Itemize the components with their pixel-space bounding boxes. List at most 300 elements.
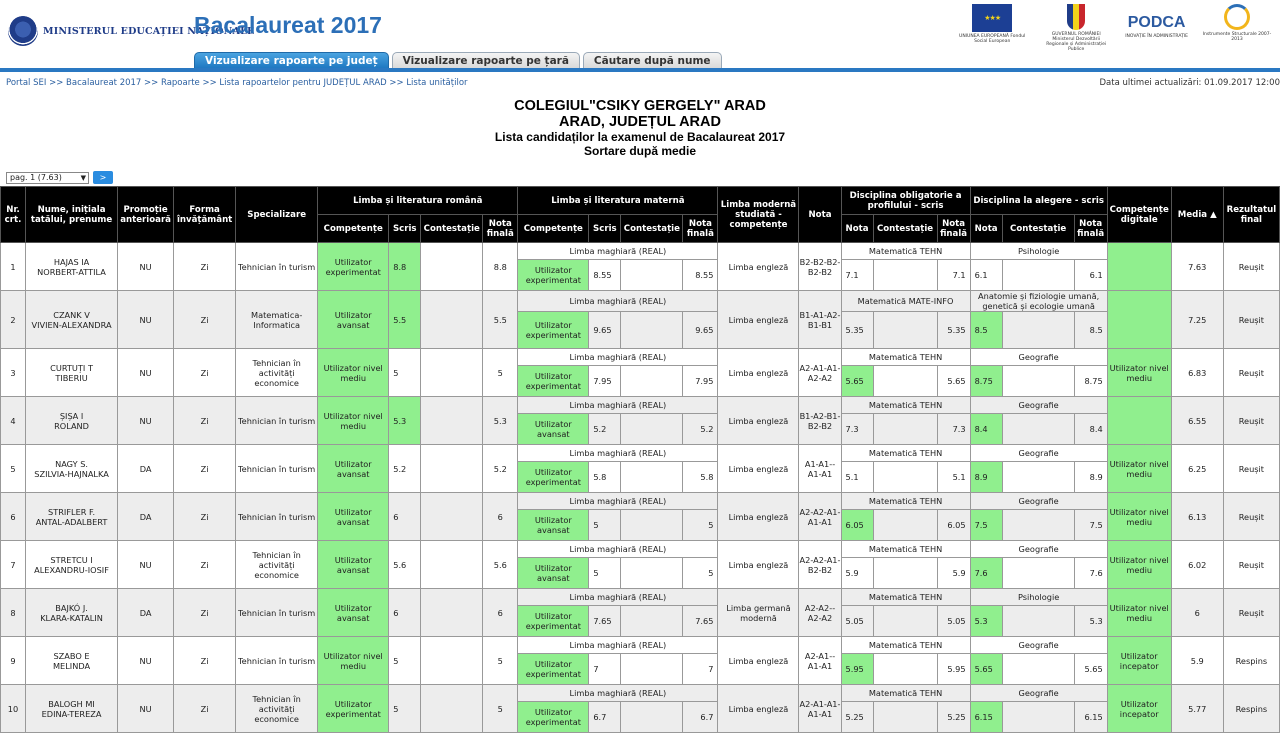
cell-name-line2: SZILVIA-HAJNALKA [34, 468, 109, 479]
struct-caption: Instrumente Structurale 2007-2013 [1202, 32, 1272, 42]
cell-promotie: NU [118, 637, 174, 685]
cell-lm-competente: Utilizator experimentat [518, 366, 589, 397]
cell-forma: Zi [174, 637, 236, 685]
cell-specializare: Tehnician în activități economice [236, 541, 318, 589]
cell-limba-moderna: Limba engleză [718, 637, 799, 685]
cell-dop-subject: Matematică TEHN [841, 637, 970, 654]
breadcrumb[interactable]: Portal SEI >> Bacalaureat 2017 >> Rapoarte >> Lista rapoartelor pentru JUDEȚUL ARAD >> Lista unităților [6, 78, 468, 88]
cell-lm-subject: Limba maghiară (REAL) [518, 685, 718, 702]
col-dop-nota-finala: Nota finală [937, 215, 970, 243]
col-group-obligatorie: Disciplina obligatorie a profilului - scris [841, 187, 970, 215]
table-row [1, 541, 1280, 558]
cell-dal-nota: 6.15 [970, 702, 1002, 733]
cell-lm-scris: 8.55 [589, 260, 621, 291]
cell-nota-competente: A2-A2-A1-A1-A1 [799, 493, 841, 541]
cell-dop-nota: 5.65 [841, 366, 873, 397]
cell-lm-scris: 7.65 [589, 606, 621, 637]
cell-name-line1: SZABO E [53, 650, 90, 661]
cell-lm-scris: 9.65 [589, 312, 621, 349]
cell-name-line1: BALOGH MI [48, 698, 95, 709]
cell-forma: Zi [174, 445, 236, 493]
cell-lm-competente: Utilizator avansat [518, 510, 589, 541]
cell-lm-scris: 7.95 [589, 366, 621, 397]
cell-promotie: NU [118, 397, 174, 445]
cell-dop-nota-finala: 5.9 [937, 558, 970, 589]
cell-dop-subject: Matematică TEHN [841, 541, 970, 558]
cell-nr: 6 [1, 493, 26, 541]
cell-name [26, 243, 118, 291]
cell-dal-nota-finala: 8.9 [1074, 462, 1107, 493]
cell-dop-nota: 5.9 [841, 558, 873, 589]
cell-lm-nota-finala: 7.95 [683, 366, 718, 397]
cell-lm-subject: Limba maghiară (REAL) [518, 397, 718, 414]
cell-dop-contestatie [873, 260, 937, 291]
cell-lm-nota-finala: 5.2 [683, 414, 718, 445]
cell-dop-subject: Matematică MATE-INFO [841, 291, 970, 312]
cell-rezultat: Reușit [1223, 349, 1279, 397]
cell-lr-nota-finala: 5.3 [483, 397, 518, 445]
cell-promotie: NU [118, 349, 174, 397]
table-row [1, 685, 1280, 702]
col-competente-digitale: Competențe digitale [1107, 187, 1171, 243]
cell-name-line1: HAJAS IA [53, 256, 90, 267]
col-lm-competente: Competențe [518, 215, 589, 243]
col-nota: Nota [799, 187, 841, 243]
cell-nota-competente: A2-A1--A1-A1 [799, 637, 841, 685]
cell-lr-contestatie [421, 541, 483, 589]
header-divider [0, 68, 1280, 72]
cell-lm-scris: 5.2 [589, 414, 621, 445]
cell-forma: Zi [174, 685, 236, 733]
cell-lr-contestatie [421, 493, 483, 541]
cell-name [26, 685, 118, 733]
cell-dop-nota: 5.05 [841, 606, 873, 637]
cell-dal-nota-finala: 5.3 [1074, 606, 1107, 637]
cell-forma: Zi [174, 243, 236, 291]
cell-lm-contestatie [621, 654, 683, 685]
cell-limba-moderna: Limba germană modernă [718, 589, 799, 637]
cell-rezultat: Reușit [1223, 493, 1279, 541]
cell-lm-subject: Limba maghiară (REAL) [518, 445, 718, 462]
cell-lr-scris: 5 [389, 637, 421, 685]
col-media-sort[interactable]: Media ▲ [1171, 187, 1223, 243]
cell-lm-scris: 6.7 [589, 702, 621, 733]
col-limba-moderna: Limba modernă studiată - competențe [718, 187, 799, 243]
cell-dal-subject: Anatomie și fiziologie umană, genetică și ecologie umană [970, 291, 1107, 312]
cell-dop-contestatie [873, 414, 937, 445]
table-row [1, 243, 1280, 260]
cell-nr: 5 [1, 445, 26, 493]
cell-lr-nota-finala: 6 [483, 493, 518, 541]
cell-lr-scris: 5.5 [389, 291, 421, 349]
cell-lr-scris: 5 [389, 349, 421, 397]
cell-dop-nota: 6.05 [841, 510, 873, 541]
cell-nota-competente: A2-A1-A1-A2-A2 [799, 349, 841, 397]
cell-name-line2: MELINDA [52, 660, 91, 671]
gov-crest-icon [1067, 4, 1085, 30]
cell-lr-scris: 5 [389, 685, 421, 733]
cell-lr-scris: 6 [389, 493, 421, 541]
cell-dal-contestatie [1002, 462, 1074, 493]
cell-nota-competente: B1-A1-A2-B1-B1 [799, 291, 841, 349]
cell-rezultat: Reușit [1223, 541, 1279, 589]
cell-media: 6.55 [1171, 397, 1223, 445]
page-select[interactable]: pag. 1 (7.63) ▼ [6, 172, 89, 184]
cell-lr-competente: Utilizator avansat [318, 445, 389, 493]
cell-dop-nota-finala: 7.1 [937, 260, 970, 291]
cell-dal-nota: 8.75 [970, 366, 1002, 397]
cell-nr: 3 [1, 349, 26, 397]
cell-specializare: Tehnician în turism [236, 589, 318, 637]
cell-name-line2: TIBERIU [55, 372, 88, 383]
col-group-alegere: Disciplina la alegere - scris [970, 187, 1107, 215]
cell-dal-subject: Geografie [970, 637, 1107, 654]
cell-lr-contestatie [421, 243, 483, 291]
cell-lm-scris: 5 [589, 510, 621, 541]
cell-dal-contestatie [1002, 366, 1074, 397]
partner-logos [957, 4, 1272, 52]
col-lm-scris: Scris [589, 215, 621, 243]
app-title: Bacalaureat 2017 [194, 12, 382, 38]
cell-promotie: NU [118, 291, 174, 349]
cell-dal-contestatie [1002, 312, 1074, 349]
cell-lm-nota-finala: 5 [683, 510, 718, 541]
cell-forma: Zi [174, 291, 236, 349]
col-lr-nota-finala: Nota finală [483, 215, 518, 243]
page-go-button[interactable]: > [93, 171, 113, 184]
cell-lr-contestatie [421, 349, 483, 397]
cell-lm-subject: Limba maghiară (REAL) [518, 589, 718, 606]
cell-lm-contestatie [621, 702, 683, 733]
cell-specializare: Tehnician în turism [236, 445, 318, 493]
cell-name-line2: ANTAL-ADALBERT [35, 516, 108, 527]
table-row [1, 637, 1280, 654]
page-titles [0, 98, 1280, 158]
table-row [1, 397, 1280, 414]
cell-lm-contestatie [621, 260, 683, 291]
col-lm-nota-finala: Nota finală [683, 215, 718, 243]
cell-lr-contestatie [421, 445, 483, 493]
cell-lm-nota-finala: 7.65 [683, 606, 718, 637]
cell-dal-contestatie [1002, 510, 1074, 541]
cell-name-line2: ROLAND [54, 420, 89, 431]
cell-dal-nota-finala: 6.1 [1074, 260, 1107, 291]
cell-nr: 8 [1, 589, 26, 637]
cell-limba-moderna: Limba engleză [718, 291, 799, 349]
cell-lr-nota-finala: 8.8 [483, 243, 518, 291]
cell-dop-nota-finala: 5.1 [937, 462, 970, 493]
cell-dop-contestatie [873, 558, 937, 589]
cell-dop-nota: 5.1 [841, 462, 873, 493]
cell-promotie: NU [118, 685, 174, 733]
cell-dal-nota-finala: 7.6 [1074, 558, 1107, 589]
cell-lr-competente: Utilizator nivel mediu [318, 349, 389, 397]
cell-lr-competente: Utilizator avansat [318, 589, 389, 637]
cell-rezultat: Respins [1223, 637, 1279, 685]
cell-lr-nota-finala: 5.6 [483, 541, 518, 589]
cell-promotie: DA [118, 493, 174, 541]
cell-lm-subject: Limba maghiară (REAL) [518, 243, 718, 260]
col-lm-contestatie: Contestație [621, 215, 683, 243]
cell-dal-nota: 5.65 [970, 654, 1002, 685]
cell-limba-moderna: Limba engleză [718, 349, 799, 397]
cell-lm-competente: Utilizator avansat [518, 558, 589, 589]
cell-lm-competente: Utilizator experimentat [518, 606, 589, 637]
cell-dal-subject: Geografie [970, 685, 1107, 702]
cell-media: 5.9 [1171, 637, 1223, 685]
cell-lr-contestatie [421, 589, 483, 637]
col-dop-contestatie: Contestație [873, 215, 937, 243]
tab-county-reports[interactable]: Vizualizare rapoarte pe județ [194, 52, 389, 68]
table-row [1, 445, 1280, 462]
cell-name-line1: BAJKÓ J. [55, 602, 88, 613]
cell-competente-digitale: Utilizator incepator [1107, 637, 1171, 685]
cell-media: 7.63 [1171, 243, 1223, 291]
cell-lm-competente: Utilizator avansat [518, 414, 589, 445]
cell-promotie: NU [118, 243, 174, 291]
col-dal-nota-finala: Nota finală [1074, 215, 1107, 243]
col-dop-nota: Nota [841, 215, 873, 243]
tab-name-search[interactable]: Căutare după nume [583, 52, 722, 68]
cell-nr: 2 [1, 291, 26, 349]
cell-competente-digitale: Utilizator nivel mediu [1107, 589, 1171, 637]
cell-name [26, 493, 118, 541]
cell-media: 6.25 [1171, 445, 1223, 493]
cell-lm-competente: Utilizator experimentat [518, 702, 589, 733]
gov-logo [1041, 4, 1111, 52]
cell-dop-subject: Matematică TEHN [841, 349, 970, 366]
cell-specializare: Tehnician în turism [236, 493, 318, 541]
ministry-crest-icon [8, 16, 38, 46]
cell-competente-digitale [1107, 397, 1171, 445]
cell-media: 7.25 [1171, 291, 1223, 349]
cell-limba-moderna: Limba engleză [718, 243, 799, 291]
cell-lr-contestatie [421, 685, 483, 733]
eu-caption: UNIUNEA EUROPEANĂ Fondul Social European [959, 34, 1026, 44]
cell-lr-nota-finala: 5.5 [483, 291, 518, 349]
cell-lr-nota-finala: 6 [483, 589, 518, 637]
cell-lm-contestatie [621, 510, 683, 541]
cell-lm-nota-finala: 8.55 [683, 260, 718, 291]
cell-nota-competente: A2-A2--A2-A2 [799, 589, 841, 637]
table-row [1, 349, 1280, 366]
cell-media: 6.83 [1171, 349, 1223, 397]
eu-flag-icon: ★★★ [972, 4, 1012, 32]
cell-dop-contestatie [873, 366, 937, 397]
cell-lr-contestatie [421, 291, 483, 349]
cell-dop-nota-finala: 5.35 [937, 312, 970, 349]
county-title: ARAD, JUDEȚUL ARAD [559, 114, 721, 130]
cell-dal-nota: 8.9 [970, 462, 1002, 493]
cell-dop-subject: Matematică TEHN [841, 493, 970, 510]
cell-lm-nota-finala: 5 [683, 558, 718, 589]
cell-lr-competente: Utilizator avansat [318, 291, 389, 349]
cell-dal-nota-finala: 8.75 [1074, 366, 1107, 397]
cell-dal-subject: Geografie [970, 445, 1107, 462]
cell-dop-subject: Matematică TEHN [841, 445, 970, 462]
cell-limba-moderna: Limba engleză [718, 685, 799, 733]
cell-dal-contestatie [1002, 260, 1074, 291]
cell-lm-contestatie [621, 414, 683, 445]
cell-lr-contestatie [421, 637, 483, 685]
page-header [0, 0, 1280, 68]
table-row [1, 493, 1280, 510]
cell-dal-subject: Psihologie [970, 243, 1107, 260]
cell-dal-nota: 6.1 [970, 260, 1002, 291]
cell-lr-competente: Utilizator avansat [318, 493, 389, 541]
cell-lr-contestatie [421, 397, 483, 445]
cell-specializare: Matematica-Informatica [236, 291, 318, 349]
cell-nr: 4 [1, 397, 26, 445]
cell-dop-nota: 5.25 [841, 702, 873, 733]
gov-caption: GUVERNUL ROMÂNIEI Ministerul Dezvoltării Regionale și Administrației Publice [1046, 32, 1107, 52]
cell-lm-contestatie [621, 558, 683, 589]
cell-dop-subject: Matematică TEHN [841, 243, 970, 260]
cell-nota-competente: B1-A2-B1-B2-B2 [799, 397, 841, 445]
cell-specializare: Tehnician în turism [236, 397, 318, 445]
cell-dal-nota: 5.3 [970, 606, 1002, 637]
cell-lm-contestatie [621, 312, 683, 349]
cell-lr-competente: Utilizator nivel mediu [318, 397, 389, 445]
cell-rezultat: Reușit [1223, 589, 1279, 637]
breadcrumb-row [6, 78, 1280, 88]
table-row [1, 291, 1280, 312]
cell-nr: 9 [1, 637, 26, 685]
cell-nr: 1 [1, 243, 26, 291]
list-title: Lista candidaților la examenul de Bacalaureat 2017 [494, 130, 786, 144]
candidates-table [0, 186, 1280, 733]
structural-instruments-icon [1224, 4, 1250, 30]
cell-specializare: Tehnician în turism [236, 243, 318, 291]
cell-dop-contestatie [873, 312, 937, 349]
cell-competente-digitale: Utilizator incepator [1107, 685, 1171, 733]
cell-dal-contestatie [1002, 606, 1074, 637]
cell-dop-contestatie [873, 462, 937, 493]
cell-dal-nota-finala: 8.5 [1074, 312, 1107, 349]
cell-lr-nota-finala: 5 [483, 349, 518, 397]
cell-dal-nota: 7.6 [970, 558, 1002, 589]
cell-competente-digitale: Utilizator nivel mediu [1107, 349, 1171, 397]
cell-specializare: Tehnician în activități economice [236, 685, 318, 733]
cell-name-line2: NORBERT-ATTILA [37, 266, 106, 277]
cell-name-line2: EDINA-TEREZA [41, 708, 102, 719]
sort-title: Sortare după medie [583, 144, 697, 158]
podca-caption: INOVAȚIE ÎN ADMINISTRAȚIE [1125, 34, 1188, 39]
cell-rezultat: Reușit [1223, 291, 1279, 349]
cell-dal-contestatie [1002, 702, 1074, 733]
cell-name [26, 349, 118, 397]
cell-dal-subject: Geografie [970, 541, 1107, 558]
cell-nota-competente: A2-A1-A1-A1-A1 [799, 685, 841, 733]
podca-logo [1125, 4, 1188, 39]
cell-competente-digitale: Utilizator nivel mediu [1107, 541, 1171, 589]
cell-lm-scris: 5 [589, 558, 621, 589]
tab-country-reports[interactable]: Vizualizare rapoarte pe țară [392, 52, 580, 68]
cell-name-line2: VIVIEN-ALEXANDRA [31, 319, 112, 330]
cell-dop-subject: Matematică TEHN [841, 685, 970, 702]
pager [6, 171, 113, 184]
cell-name [26, 589, 118, 637]
cell-nr: 10 [1, 685, 26, 733]
cell-lm-competente: Utilizator experimentat [518, 312, 589, 349]
cell-lm-contestatie [621, 462, 683, 493]
cell-name-line1: CURTUȚI T [50, 362, 93, 373]
cell-lm-contestatie [621, 606, 683, 637]
cell-forma: Zi [174, 589, 236, 637]
cell-name [26, 291, 118, 349]
school-title: COLEGIUL"CSIKY GERGELY" ARAD [514, 98, 766, 114]
report-tabs [194, 52, 722, 68]
eu-logo [957, 4, 1027, 44]
cell-forma: Zi [174, 493, 236, 541]
cell-limba-moderna: Limba engleză [718, 541, 799, 589]
cell-dop-nota: 5.95 [841, 654, 873, 685]
cell-name [26, 445, 118, 493]
cell-nota-competente: A1-A1--A1-A1 [799, 445, 841, 493]
col-lr-scris: Scris [389, 215, 421, 243]
cell-rezultat: Reușit [1223, 397, 1279, 445]
cell-lr-scris: 8.8 [389, 243, 421, 291]
cell-rezultat: Respins [1223, 685, 1279, 733]
cell-lr-nota-finala: 5.2 [483, 445, 518, 493]
cell-competente-digitale [1107, 243, 1171, 291]
cell-lm-nota-finala: 5.8 [683, 462, 718, 493]
cell-lr-scris: 5.3 [389, 397, 421, 445]
struct-logo [1202, 4, 1272, 42]
cell-dop-subject: Matematică TEHN [841, 589, 970, 606]
col-promotie: Promoție anterioară [118, 187, 174, 243]
cell-nota-competente: A2-A2-A1-B2-B2 [799, 541, 841, 589]
cell-dop-subject: Matematică TEHN [841, 397, 970, 414]
cell-forma: Zi [174, 541, 236, 589]
cell-lm-scris: 5.8 [589, 462, 621, 493]
cell-lm-competente: Utilizator experimentat [518, 260, 589, 291]
col-lr-contestatie: Contestație [421, 215, 483, 243]
col-forma: Forma învățământ [174, 187, 236, 243]
cell-dal-nota-finala: 8.4 [1074, 414, 1107, 445]
cell-name-line1: STRETCU I [50, 554, 93, 565]
cell-dal-subject: Psihologie [970, 589, 1107, 606]
cell-forma: Zi [174, 397, 236, 445]
cell-name [26, 541, 118, 589]
cell-competente-digitale: Utilizator nivel mediu [1107, 493, 1171, 541]
cell-dal-nota-finala: 5.65 [1074, 654, 1107, 685]
cell-dop-nota-finala: 5.25 [937, 702, 970, 733]
cell-lr-competente: Utilizator avansat [318, 541, 389, 589]
cell-promotie: DA [118, 589, 174, 637]
cell-rezultat: Reușit [1223, 445, 1279, 493]
cell-forma: Zi [174, 349, 236, 397]
cell-name-line1: ȘIȘA I [59, 410, 84, 421]
cell-lm-subject: Limba maghiară (REAL) [518, 541, 718, 558]
cell-rezultat: Reușit [1223, 243, 1279, 291]
cell-dal-nota: 8.5 [970, 312, 1002, 349]
cell-lm-nota-finala: 6.7 [683, 702, 718, 733]
col-specializare: Specializare [236, 187, 318, 243]
cell-dal-nota: 7.5 [970, 510, 1002, 541]
cell-competente-digitale [1107, 291, 1171, 349]
cell-name-line2: KLARA-KATALIN [40, 612, 103, 623]
cell-name-line2: ALEXANDRU-IOSIF [34, 564, 109, 575]
col-dal-nota: Nota [970, 215, 1002, 243]
cell-media: 5.77 [1171, 685, 1223, 733]
cell-limba-moderna: Limba engleză [718, 445, 799, 493]
cell-name-line1: STRIFLER F. [48, 506, 96, 517]
cell-promotie: NU [118, 541, 174, 589]
cell-name-line1: NAGY S. [55, 458, 88, 469]
col-name: Nume, inițiala tatălui, prenume [26, 187, 118, 243]
cell-dop-nota-finala: 7.3 [937, 414, 970, 445]
